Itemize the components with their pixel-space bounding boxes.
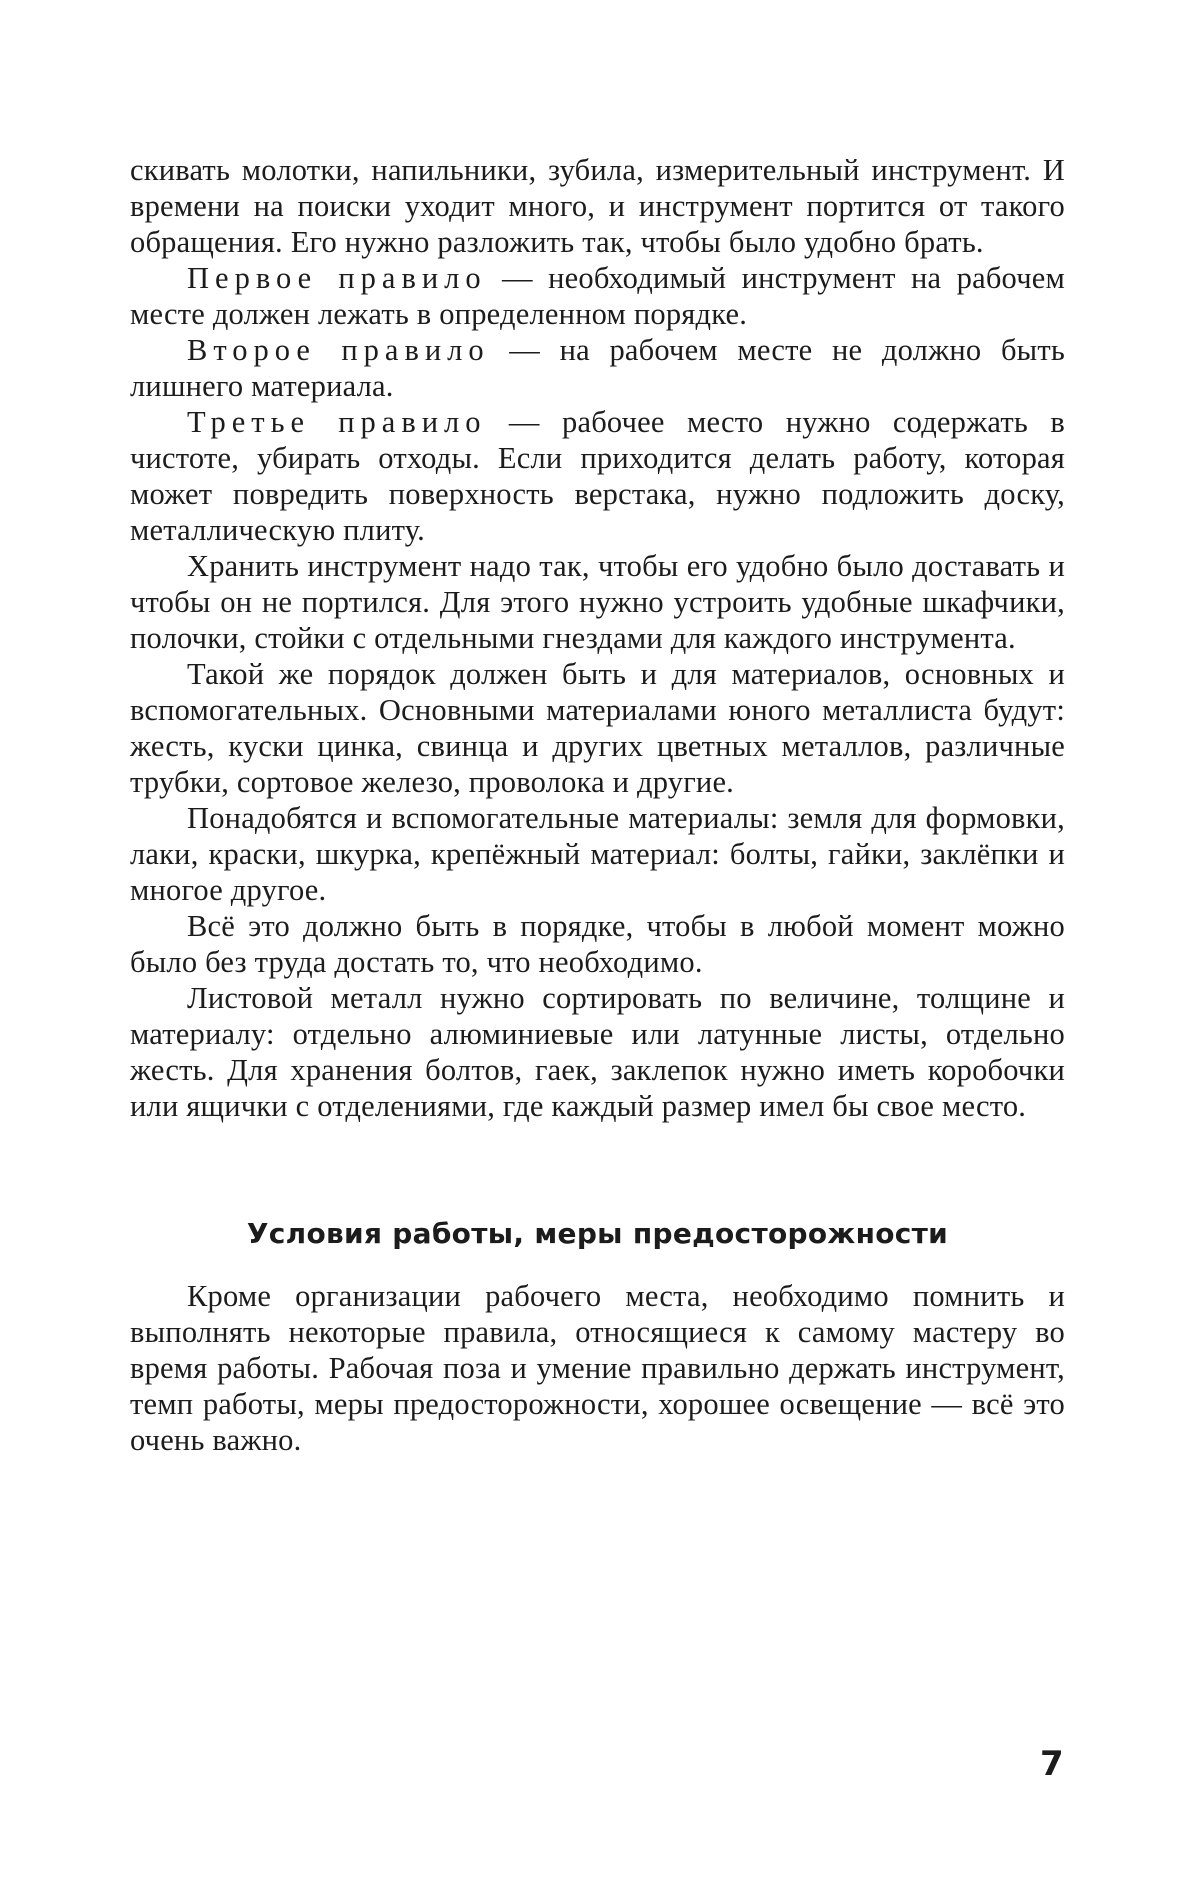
rule-three-lead: Третье правило xyxy=(187,405,487,439)
rule-one-lead: Первое правило xyxy=(187,261,487,295)
rule-two-lead: Второе правило xyxy=(187,333,490,367)
paragraph-work-conditions: Кроме организации рабочего места, необходимо помнить и выполнять некоторые правила, относящиеся к самому мастеру во время работы. Рабочая поза и умение правильно держать инструмент, темп работы, меры предосторожности, хорошее освещение — всё это очень важно. xyxy=(130,1279,1065,1457)
paragraph-rule-one xyxy=(130,260,1065,332)
paragraph-tool-storage-intro: скивать молотки, напильники, зубила, измерительный инструмент. И времени на поиски уходит много, и инструмент портится от такого обращения. Его нужно разложить так, чтобы было удобно брать. xyxy=(130,153,1065,259)
paragraph-materials-order: Такой же порядок должен быть и для материалов, основных и вспомогательных. Основными материалами юного металлиста будут: жесть, куски цинка, свинца и других цветных металлов, различные трубки, сортовое железо, проволока и другие. xyxy=(130,657,1065,799)
rule-two-text: — на рабочем месте не должно быть лишнего материала. xyxy=(130,333,1065,403)
page-body xyxy=(130,152,1065,1458)
paragraph-rule-two xyxy=(130,332,1065,404)
page-number: 7 xyxy=(1040,1744,1064,1784)
paragraph-sheet-metal-sorting: Листовой металл нужно сортировать по величине, толщине и материалу: отдельно алюминиевые или латунные листы, отдельно жесть. Для хранения болтов, гаек, заклепок нужно иметь коробочки или ящички с отделениями, где каждый размер имел бы свое место. xyxy=(130,981,1065,1123)
paragraph-storing-tools: Хранить инструмент надо так, чтобы его удобно было доставать и чтобы он не портился. Для этого нужно устроить удобные шкафчики, полочки, стойки с отдельными гнездами для каждого инструмента. xyxy=(130,549,1065,655)
paragraph-rule-three xyxy=(130,404,1065,548)
paragraph-everything-in-order: Всё это должно быть в порядке, чтобы в любой момент можно было без труда достать то, что необходимо. xyxy=(130,909,1065,979)
section-heading: Условия работы, меры предосторожности xyxy=(246,1217,949,1250)
rule-one-text: — необходимый инструмент на рабочем месте должен лежать в определенном порядке. xyxy=(130,261,1065,331)
rule-three-text: — рабочее место нужно содержать в чистоте, убирать отходы. Если приходится делать работу, которая может повредить поверхность верстака, нужно подложить доску, металлическую плиту. xyxy=(130,405,1065,547)
paragraph-auxiliary-materials: Понадобятся и вспомогательные материалы: земля для формовки, лаки, краски, шкурка, крепёжный материал: болты, гайки, заклёпки и многое другое. xyxy=(130,801,1065,907)
